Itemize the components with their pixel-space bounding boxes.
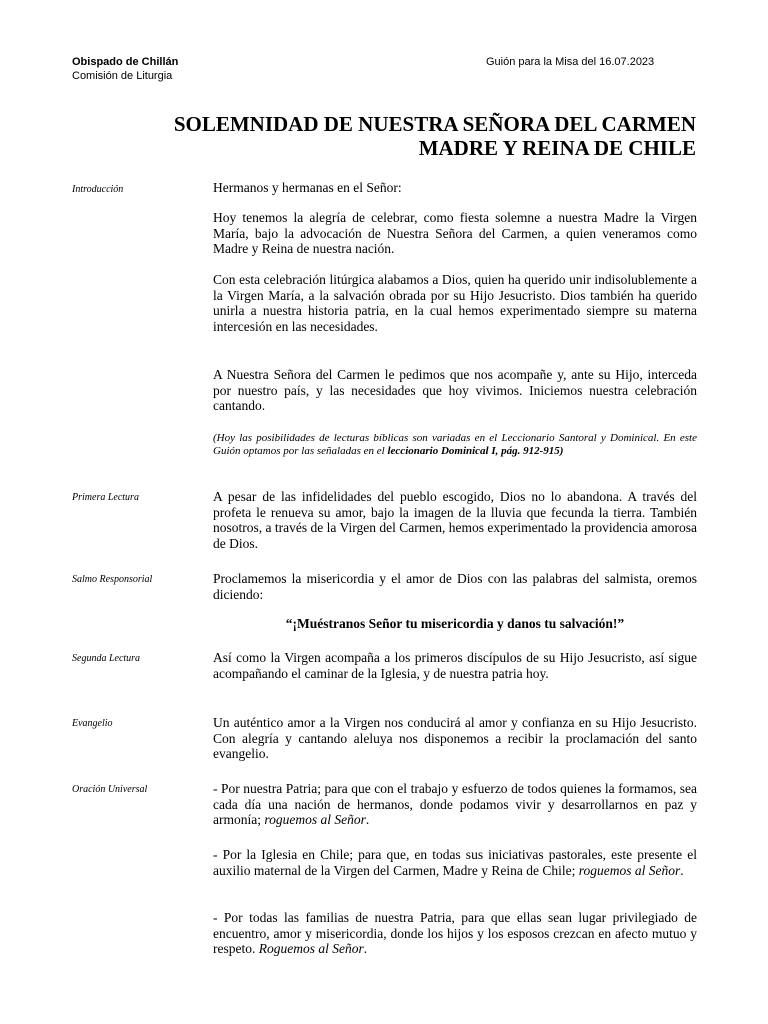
prayer-intention-2-end: . xyxy=(680,862,684,878)
intro-greeting: Hermanos y hermanas en el Señor: xyxy=(213,180,402,195)
section-label-universal-prayer: Oración Universal xyxy=(72,784,148,795)
commission-name: Comisión de Liturgia xyxy=(72,70,173,82)
prayer-intention-1-refrain: roguemos al Señor xyxy=(264,812,366,827)
prayer-intention-1-end: . xyxy=(365,812,370,827)
section-label-first-reading: Primera Lectura xyxy=(72,492,139,503)
title-line-1: SOLEMNIDAD DE NUESTRA SEÑORA DEL CARMEN xyxy=(173,112,696,136)
prayer-intention-2-text: - Por la Iglesia en Chile; para que, en todas sus iniciativas pastorales, este presente el auxilio maternal de la Virgen del Carmen, Madre y Reina de Chile; xyxy=(213,847,697,878)
prayer-intention-1 xyxy=(213,781,697,828)
gospel-text: Un auténtico amor a la Virgen nos conducirá al amor y confianza en su Hijo Jesucristo. Con alegría y cantando aleluya nos disponemos a recibir la proclamación del santo evangelio. xyxy=(213,715,697,761)
title-line-2: MADRE Y REINA DE CHILE xyxy=(418,136,696,160)
psalm-text: Proclamemos la misericordia y el amor de Dios con las palabras del salmista, oremos diciendo: xyxy=(213,571,697,602)
prayer-intention-3 xyxy=(213,910,697,957)
psalm-response: “¡Muéstranos Señor tu misericordia y danos tu salvación!” xyxy=(285,616,625,631)
intro-paragraph-3: A Nuestra Señora del Carmen le pedimos que nos acompañe y, ante su Hijo, interceda por nuestro país, y las necesidades que hoy vivimos. Iniciemos nuestra celebración cantando. xyxy=(213,367,697,413)
prayer-intention-2 xyxy=(213,847,697,878)
bishopric-name: Obispado de Chillán xyxy=(72,56,179,68)
mass-guide-date: Guión para la Misa del 16.07.2023 xyxy=(486,56,655,68)
readings-note-reference: leccionario Dominical I, pág. 912-915) xyxy=(387,445,564,457)
prayer-intention-1-text: - Por nuestra Patria; para que con el trabajo y esfuerzo de todos quienes la formamos, sea cada día una nación de hermanos, donde podamos vivir y desarrollarnos en paz y armonía; xyxy=(213,781,697,827)
section-label-introduction: Introducción xyxy=(72,184,124,195)
prayer-intention-2-refrain: roguemos al Señor xyxy=(578,862,681,878)
readings-note-text: (Hoy las posibilidades de lecturas bíblicas son variadas en el Leccionario Santoral y Dominical. En este Guión optamos por las señaladas en el xyxy=(213,432,697,457)
prayer-intention-3-text: - Por todas las familias de nuestra Patria, para que ellas sean lugar privilegiado de encuentro, amor y misericordia, donde los hijos y los esposos crezcan en afecto mutuo y respeto. xyxy=(213,910,697,956)
intro-paragraph-2: Con esta celebración litúrgica alabamos a Dios, quien ha querido unir indisolublemente a la Virgen María, a la salvación obrada por su Hijo Jesucristo. Dios también ha querido unirla a nuestra historia patria, en la cual hemos experimentado siempre su materna intercesión en las necesidades. xyxy=(213,272,697,334)
section-label-gospel: Evangelio xyxy=(72,718,113,729)
first-reading-text: A pesar de las infidelidades del pueblo escogido, Dios no lo abandona. A través del profeta le renueva su amor, bajo la imagen de la lluvia que fecunda la tierra. También nosotros, a través de la Virgen del Carmen, hemos experimentado la providencia amorosa de Dios. xyxy=(213,489,697,551)
second-reading-text: Así como la Virgen acompaña a los primeros discípulos de su Hijo Jesucristo, así sigue acompañando el caminar de la Iglesia, y de nuestra patria hoy. xyxy=(213,650,697,681)
page-title xyxy=(174,112,696,160)
prayer-intention-3-end: . xyxy=(363,941,368,956)
section-label-psalm: Salmo Responsorial xyxy=(72,574,153,585)
intro-paragraph-1: Hoy tenemos la alegría de celebrar, como fiesta solemne a nuestra Madre la Virgen María, bajo la advocación de Nuestra Señora del Carmen, a quien veneramos como Madre y Reina de nuestra nación. xyxy=(213,210,697,256)
prayer-intention-3-refrain: Roguemos al Señor xyxy=(258,941,364,956)
header-left xyxy=(72,55,178,83)
section-label-second-reading: Segunda Lectura xyxy=(72,653,141,664)
readings-note xyxy=(213,432,697,458)
